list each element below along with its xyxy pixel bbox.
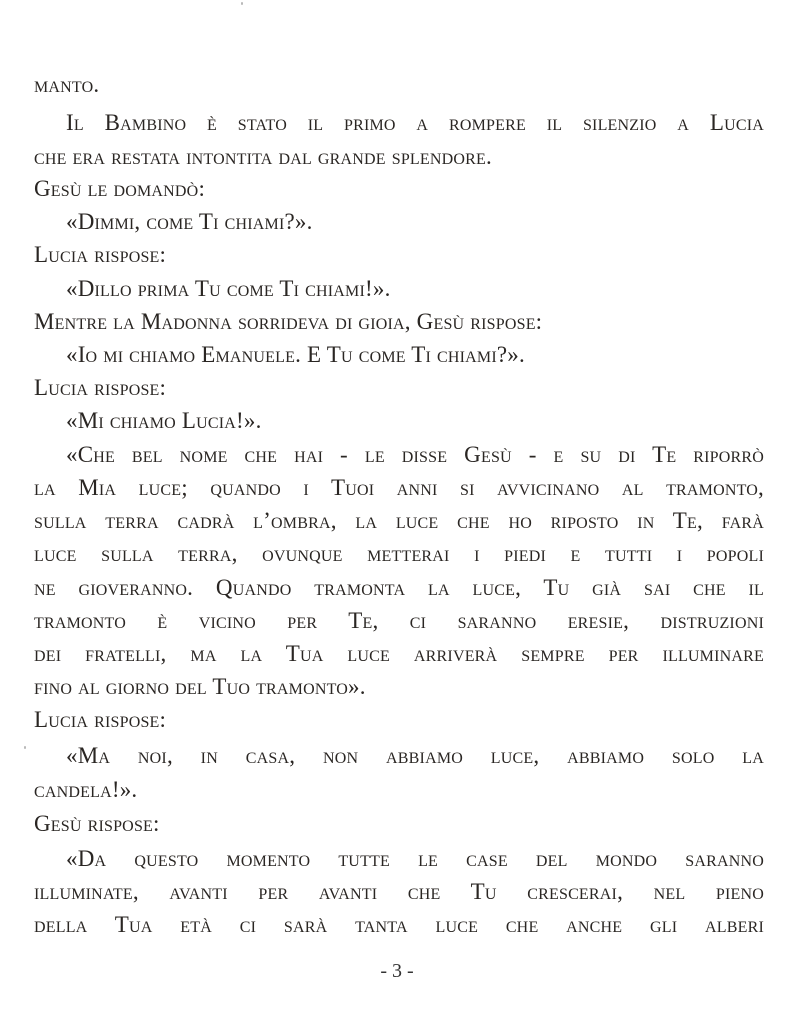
text-line: ne gioveranno. Quando tramonta la luce, Tu già sai che il xyxy=(34,575,764,600)
text-line: Gesù rispose: xyxy=(34,811,160,836)
text-line: «Ma noi, in casa, non abbiamo luce, abbiamo solo la xyxy=(66,743,764,768)
text-line: tramonto è vicino per Te, ci saranno eresie, distruzioni xyxy=(34,608,764,633)
text-line: sulla terra cadrà l’ombra, la luce che ho riposto in Te, farà xyxy=(34,508,764,533)
scan-speck xyxy=(241,2,243,5)
text-line: «Che bel nome che hai - le disse Gesù - e su di Te riporrò xyxy=(66,442,764,467)
text-line: Il Bambino è stato il primo a rompere il silenzio a Lucia xyxy=(66,110,764,135)
text-line: luce sulla terra, ovunque metterai i piedi e tutti i popoli xyxy=(34,541,764,566)
text-line: candela!». xyxy=(34,777,138,802)
page-number: - 3 - xyxy=(380,960,414,982)
text-line: «Io mi chiamo Emanuele. E Tu come Ti chiami?». xyxy=(66,342,525,367)
text-line: della Tua età ci sarà tanta luce che anche gli alberi xyxy=(34,912,764,937)
text-line: Lucia rispose: xyxy=(34,707,167,732)
text-line: illuminate, avanti per avanti che Tu crescerai, nel pieno xyxy=(34,879,764,904)
text-line: manto. xyxy=(34,72,100,97)
text-line: «Da questo momento tutte le case del mondo saranno xyxy=(66,846,764,871)
text-line: Gesù le domandò: xyxy=(34,176,206,201)
scan-speck xyxy=(24,746,26,749)
text-line: «Dimmi, come Ti chiami?». xyxy=(66,209,313,234)
text-line: Mentre la Madonna sorrideva di gioia, Gesù rispose: xyxy=(34,309,543,334)
text-line: «Dillo prima Tu come Ti chiami!». xyxy=(66,276,391,301)
text-line: fino al giorno del Tuo tramonto». xyxy=(34,674,366,699)
text-line: che era restata intontita dal grande splendore. xyxy=(34,144,492,169)
text-line: Lucia rispose: xyxy=(34,242,167,267)
text-line: Lucia rispose: xyxy=(34,375,167,400)
text-line: la Mia luce; quando i Tuoi anni si avvicinano al tramonto, xyxy=(34,475,764,500)
text-line: dei fratelli, ma la Tua luce arriverà sempre per illuminare xyxy=(34,641,764,666)
text-line: «Mi chiamo Lucia!». xyxy=(66,408,262,433)
